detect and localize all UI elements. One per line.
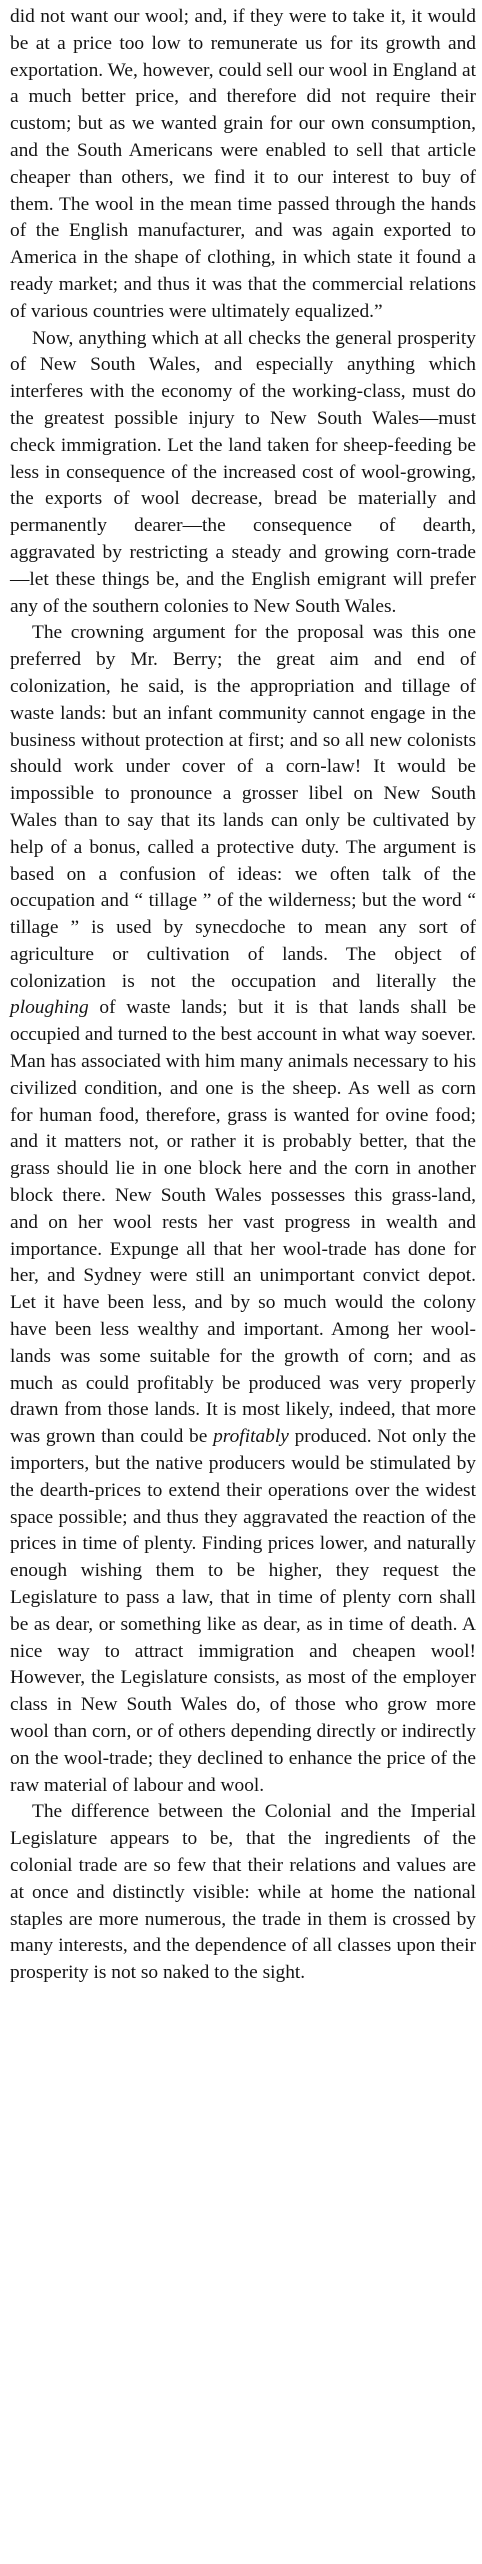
quote-continuation: did not want our wool; and, if they were to take it, it would be at a price too low to remunerate us for its growth and exportation. We, however, could sell our wool in England at a much better price, and therefore did not require their custom; but as we wanted grain for our own consumption, and the South Americans were enabled to sell that article cheaper than others, we find it to our interest to buy of them. The wool in the mean time passed through the hands of the English manufacturer, and was again exported to America in the shape of clothing, in which state it found a ready market; and thus it was that the commercial relations of various countries were ultimately equalized.” <box>10 6 476 322</box>
paragraph-text-part: produced. Not only the importers, but the native producers would be stimulated by the dearth-prices to extend their operations over the widest space possible; and thus they aggravated the reaction of the prices in time of plenty. Finding prices lower, and naturally enough wishing them to be higher, they request the Legislature to pass a law, that in time of plenty corn shall be as dear, or something like as dear, as in time of death. A nice way to attract immigration and cheapen wool! However, the Legislature consists, as most of the employer class in New South Wales do, of those who grow more wool than corn, or of others depending directly or indirectly on the wool-trade; they declined to enhance the price of the raw material of labour and wool. <box>10 1426 476 1796</box>
emphasis-ploughing: ploughing <box>10 997 89 1019</box>
paragraph-text-part: The crowning argument for the proposal was this one preferred by Mr. Berry; the great aim and end of colonization, he said, is the appropriation and tillage of waste lands: but an infant community cannot engage in the business without protection at first; and so all new colonists should work under cover of a corn-law! It would be impossible to pronounce a grosser libel on New South Wales than to say that its lands can only be cultivated by help of a bonus, called a protective duty. The argument is based on a confusion of ideas: we often talk of the occupation and “ tillage ” of the wilderness; but the word “ tillage ” is used by synecdoche to mean any sort of agriculture or cultivation of lands. The object of colonization is not the occupation and literally the <box>10 622 476 992</box>
emphasis-profitably: profitably <box>213 1426 289 1448</box>
paragraph-legislature-difference: The difference between the Colonial and the Imperial Legislature appears to be, that the ingredients of the colonial trade are so few that their relations and values are at once and distinctly visible: while at home the national staples are more numerous, the trade in them is crossed by many interests, and the dependence of all classes upon their prosperity is not so naked to the sight. <box>10 1801 476 1984</box>
paragraph-crowning-argument <box>10 620 476 1799</box>
paragraph-immigration: Now, anything which at all checks the general prosperity of New South Wales, and especially anything which interferes with the economy of the working-class, must do the greatest possible injury to New South Wales—must check immigration. Let the land taken for sheep-feeding be less in consequence of the increased cost of wool-growing, the exports of wool decrease, bread be materially and permanently dearer—the consequence of dearth, aggravated by restricting a steady and growing corn-trade—let these things be, and the English emigrant will prefer any of the southern colonies to New South Wales. <box>10 327 476 617</box>
paragraph-text-part: of waste lands; but it is that lands shall be occupied and turned to the best account in what way soever. Man has associated with him many animals necessary to his civilized condition, and one is the sheep. As well as corn for human food, therefore, grass is wanted for ovine food; and it matters not, or rather it is probably better, that the grass should lie in one block here and the corn in another block there. New South Wales possesses this grass-land, and on her wool rests her vast progress in wealth and importance. Expunge all that her wool-trade has done for her, and Sydney were still an unimportant convict depot. Let it have been less, and by so much would the colony have been less wealthy and important. Among her wool-lands was some suitable for the growth of corn; and as much as could profitably be produced was very properly drawn from those lands. It is most likely, indeed, that more was grown than could be <box>10 997 476 1448</box>
